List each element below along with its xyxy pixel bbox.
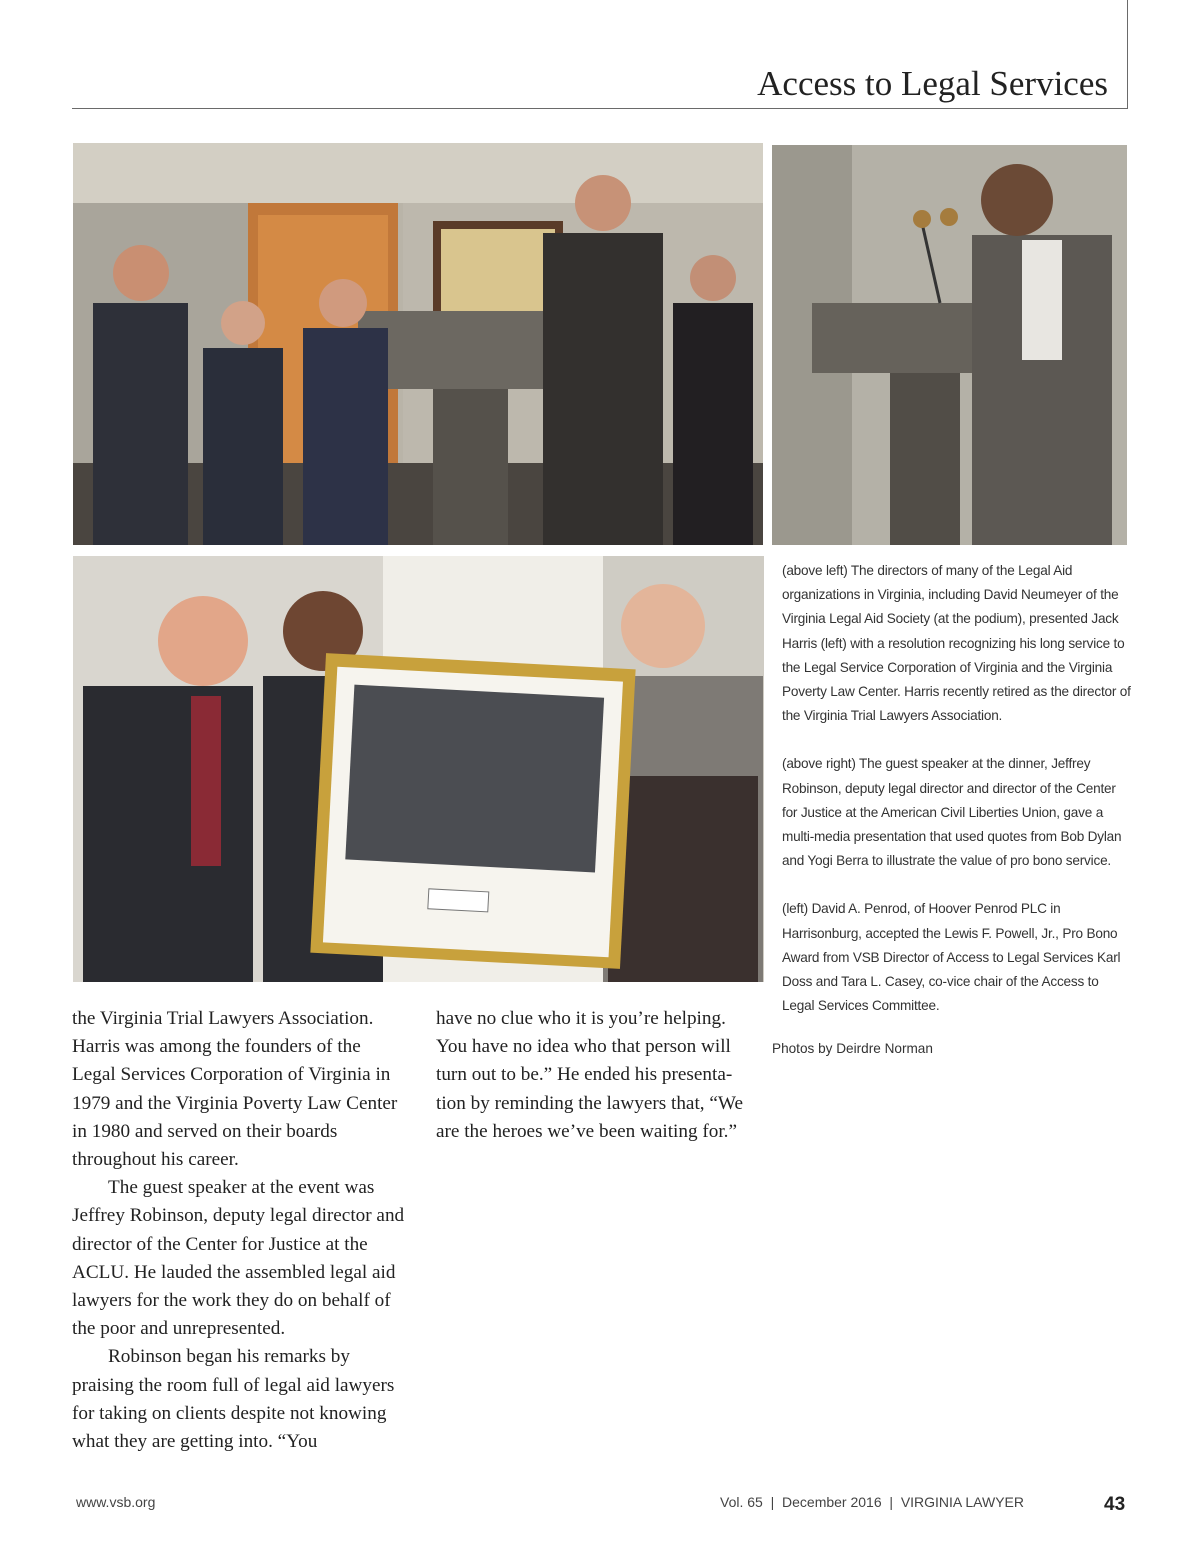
photo-captions [782,559,1132,1042]
footer-issue-info: Vol. 65 | December 2016 | VIRGINIA LAWYER [720,1494,1024,1510]
body-paragraph: the Virginia Trial Lawyers Association. Harris was among the founders of the Legal Services Corporation of Virginia in 1979 and the Virginia Poverty Law Center in 1980 and served on their boards throughout his career. [72,1008,398,1171]
caption-left: (left) David A. Penrod, of Hoover Penrod PLC in Harrisonburg, accepted the Lewis F. Powell, Jr., Pro Bono Award from VSB Director of Access to Legal Services Karl Doss and Tara L. Casey, co-vice chair of the Access to Legal Services Committee. [782,901,1121,1014]
section-title: Access to Legal Services [757,64,1108,103]
header-horizontal-rule [72,108,1128,109]
caption-above-right: (above right) The guest speaker at the dinner, Jeffrey Robinson, deputy legal director and director of the Center for Justice at the American Civil Liberties Union, gave a multi-media presentation that used quotes from Bob Dylan and Yogi Berra to illustrate the value of pro bono service. [782,756,1122,869]
page-number: 43 [1104,1494,1126,1515]
photo-pro-bono-award [73,556,764,982]
body-column-2 [436,1005,756,1146]
photo-credit: Photos by Deirdre Norman [772,1041,933,1056]
body-paragraph: Robinson began his remarks by praising the room full of legal aid lawyers for taking on clients despite not knowing what they are getting into. “You [72,1346,395,1453]
header-vertical-rule [1127,0,1128,109]
body-paragraph: The guest speaker at the event was Jeffrey Robinson, deputy legal director and director of the Center for Justice at the ACLU. He lauded the assembled legal aid lawyers for the work they do on behalf of the poor and unrepresented. [72,1177,405,1340]
photo-podium-group [73,143,763,545]
body-paragraph: have no clue who it is you’re helping. You have no idea who that person will turn out to be.” He ended his presenta-tion by reminding the lawyers that, “We are the heroes we’ve been waiting for.” [436,1008,743,1142]
footer-url[interactable]: www.vsb.org [76,1494,156,1510]
body-column-1 [72,1005,407,1456]
photo-guest-speaker [772,145,1127,545]
caption-above-left: (above left) The directors of many of the Legal Aid organizations in Virginia, including David Neumeyer of the Virginia Legal Aid Society (at the podium), presented Jack Harris (left) with a resolution recognizing his long service to the Legal Service Corporation of Virginia and the Virginia Poverty Law Center. Harris recently retired as the director of the Virginia Trial Lawyers Association. [782,563,1131,724]
